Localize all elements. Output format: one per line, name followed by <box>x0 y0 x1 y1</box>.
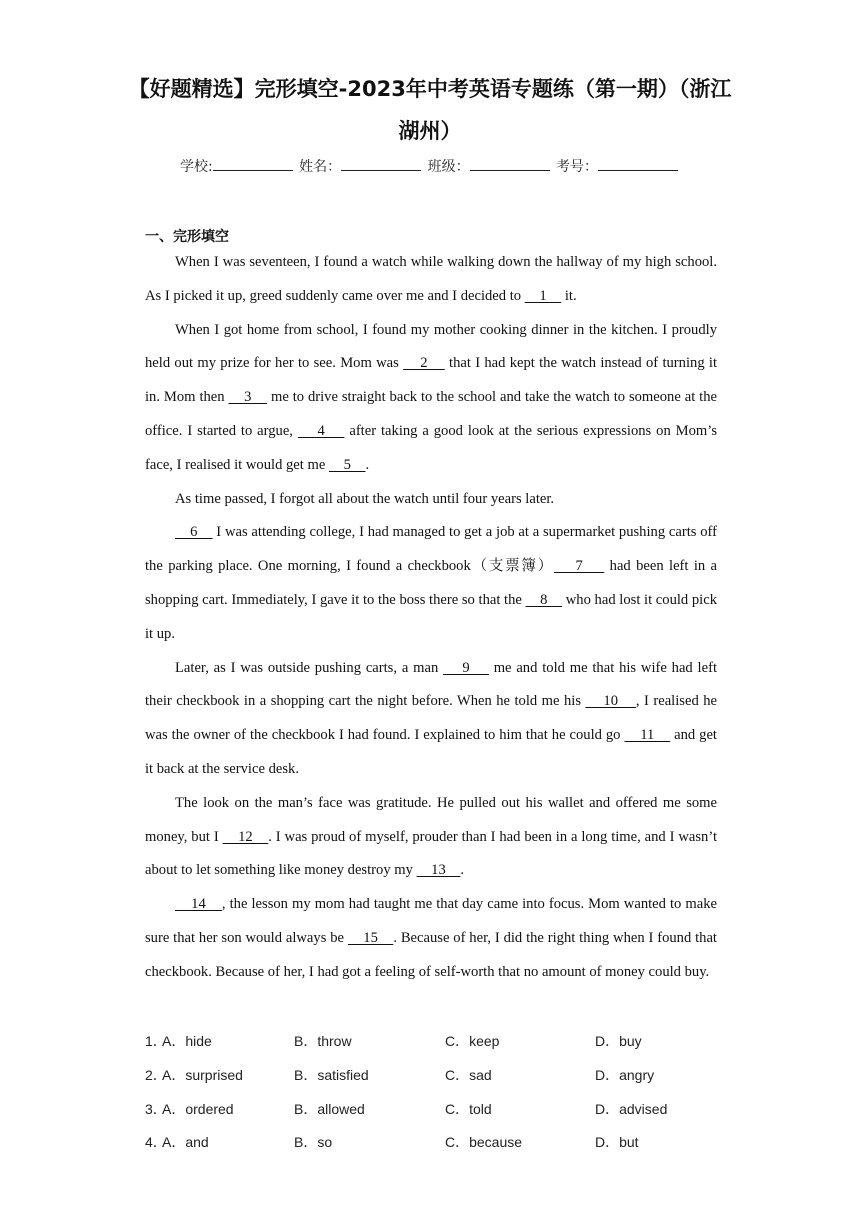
passage-text: that I had kept the watch instead of turning it in. Mom then <box>145 355 718 406</box>
section-heading: 一、完形填空 <box>145 229 229 245</box>
question-row-2 <box>145 1057 745 1091</box>
question-row-1 <box>145 1023 745 1057</box>
question-number: 3． <box>145 1100 167 1117</box>
passage-text: . <box>365 456 370 473</box>
option-d[interactable]: D．but <box>595 1134 639 1151</box>
passage-text: . I was proud of myself, prouder than I had been in a long time, and I wasn’t about to let something like money destroy my <box>145 828 718 879</box>
passage-text: me to drive straight back to the school and take the watch to someone at the office. I started to argue, <box>145 389 718 439</box>
option-b[interactable]: B．throw <box>294 1033 352 1049</box>
passage-text: When I was seventeen, I found a watch while walking down the hallway of my high school. As I picked it up, greed suddenly came over me and I decided to <box>145 254 717 304</box>
blank-1[interactable]: 1 <box>524 287 562 304</box>
option-a[interactable]: A．surprised <box>162 1066 243 1083</box>
paragraph-3 <box>145 483 717 517</box>
option-a[interactable]: A．ordered <box>162 1100 234 1117</box>
question-row-4 <box>145 1124 745 1158</box>
name-label: 姓名： <box>299 159 342 175</box>
option-b[interactable]: B．allowed <box>294 1100 365 1117</box>
exam-number-field[interactable] <box>598 156 678 171</box>
blank-15[interactable]: 15 <box>347 929 394 946</box>
exam-number-label: 考号： <box>556 159 599 175</box>
passage-text: When I got home from school, I found my mother cooking dinner in the kitchen. I proudly held out my prize for her to see. Mom was <box>145 321 717 372</box>
passage-text: it. <box>561 287 577 304</box>
passage-text: , I realised he was the owner of the checkbook I had found. I explained to him that he could go <box>145 693 717 744</box>
blank-4[interactable]: 4 <box>297 422 345 439</box>
blank-6[interactable]: 6 <box>175 524 213 541</box>
option-c[interactable]: C．sad <box>445 1066 492 1083</box>
passage-text: me and told me that his wife had left their checkbook in a shopping cart the night before. When he told me his <box>145 659 717 710</box>
blank-12[interactable]: 12 <box>222 828 269 845</box>
question-row-3 <box>145 1091 745 1125</box>
student-info-line <box>0 156 860 176</box>
option-d[interactable]: D．angry <box>595 1066 655 1083</box>
passage-text: As time passed, I forgot all about the watch until four years later. <box>175 490 555 507</box>
school-field[interactable] <box>213 156 293 171</box>
blank-5[interactable]: 5 <box>328 456 366 473</box>
option-b[interactable]: B．so <box>294 1134 333 1151</box>
passage-text: . Because of her, I did the right thing when I found that checkbook. Because of her, I had got a feeling of self-worth that no amount of money could buy. <box>145 929 717 980</box>
blank-11[interactable]: 11 <box>624 727 671 744</box>
blank-14[interactable]: 14 <box>175 896 222 913</box>
paragraph-7 <box>145 888 717 989</box>
option-c[interactable]: C．told <box>445 1100 492 1117</box>
passage-text: , the lesson my mom had taught me that day came into focus. Mom wanted to make sure that her son would always be <box>145 896 717 946</box>
blank-10[interactable]: 10 <box>585 693 636 710</box>
question-number: 1． <box>145 1033 167 1049</box>
answer-options <box>145 1023 745 1158</box>
passage-text: who had lost it could pick it up. <box>145 591 718 642</box>
paragraph-6 <box>145 787 717 888</box>
class-field[interactable] <box>470 156 550 171</box>
option-d[interactable]: D．advised <box>595 1100 668 1117</box>
name-field[interactable] <box>341 156 421 171</box>
cloze-passage <box>145 246 717 990</box>
paragraph-5 <box>145 652 717 787</box>
blank-2[interactable]: 2 <box>403 355 445 372</box>
option-c[interactable]: C．keep <box>445 1033 500 1049</box>
option-a[interactable]: A．hide <box>162 1033 212 1049</box>
passage-text: Later, as I was outside pushing carts, a man <box>175 659 444 676</box>
blank-8[interactable]: 8 <box>525 591 563 608</box>
paragraph-4 <box>145 516 717 651</box>
passage-text: The look on the man’s face was gratitude. He pulled out his wallet and offered me some money, but I <box>145 794 717 845</box>
blank-7[interactable]: 7 <box>554 558 605 575</box>
option-a[interactable]: A．and <box>162 1134 209 1151</box>
paragraph-2 <box>145 314 717 483</box>
option-c[interactable]: C．because <box>445 1134 523 1151</box>
option-b[interactable]: B．satisfied <box>294 1066 369 1083</box>
blank-9[interactable]: 9 <box>443 659 489 676</box>
passage-text: after taking a good look at the serious expressions on Mom’s face, I realised it would get me <box>145 422 718 473</box>
option-d[interactable]: D．buy <box>595 1033 642 1049</box>
question-number: 4． <box>145 1134 167 1151</box>
page-title: 【好题精选】完形填空-2023年中考英语专题练（第一期）（浙江湖州） <box>128 77 732 143</box>
passage-text: had been left in a shopping cart. Immediately, I gave it to the boss there so that the <box>145 558 718 608</box>
paragraph-1 <box>145 246 717 314</box>
blank-3[interactable]: 3 <box>228 389 268 406</box>
passage-text: . <box>460 862 465 879</box>
blank-13[interactable]: 13 <box>416 862 461 879</box>
class-label: 班级： <box>427 159 470 175</box>
passage-text: I was attending college, I had managed to get a job at a supermarket pushing carts off the parking place. One morning, I found a checkbook（支票簿） <box>145 524 717 575</box>
question-number: 2． <box>145 1066 167 1083</box>
passage-text: and get it back at the service desk. <box>145 727 717 777</box>
school-label: 学校: <box>179 159 213 175</box>
